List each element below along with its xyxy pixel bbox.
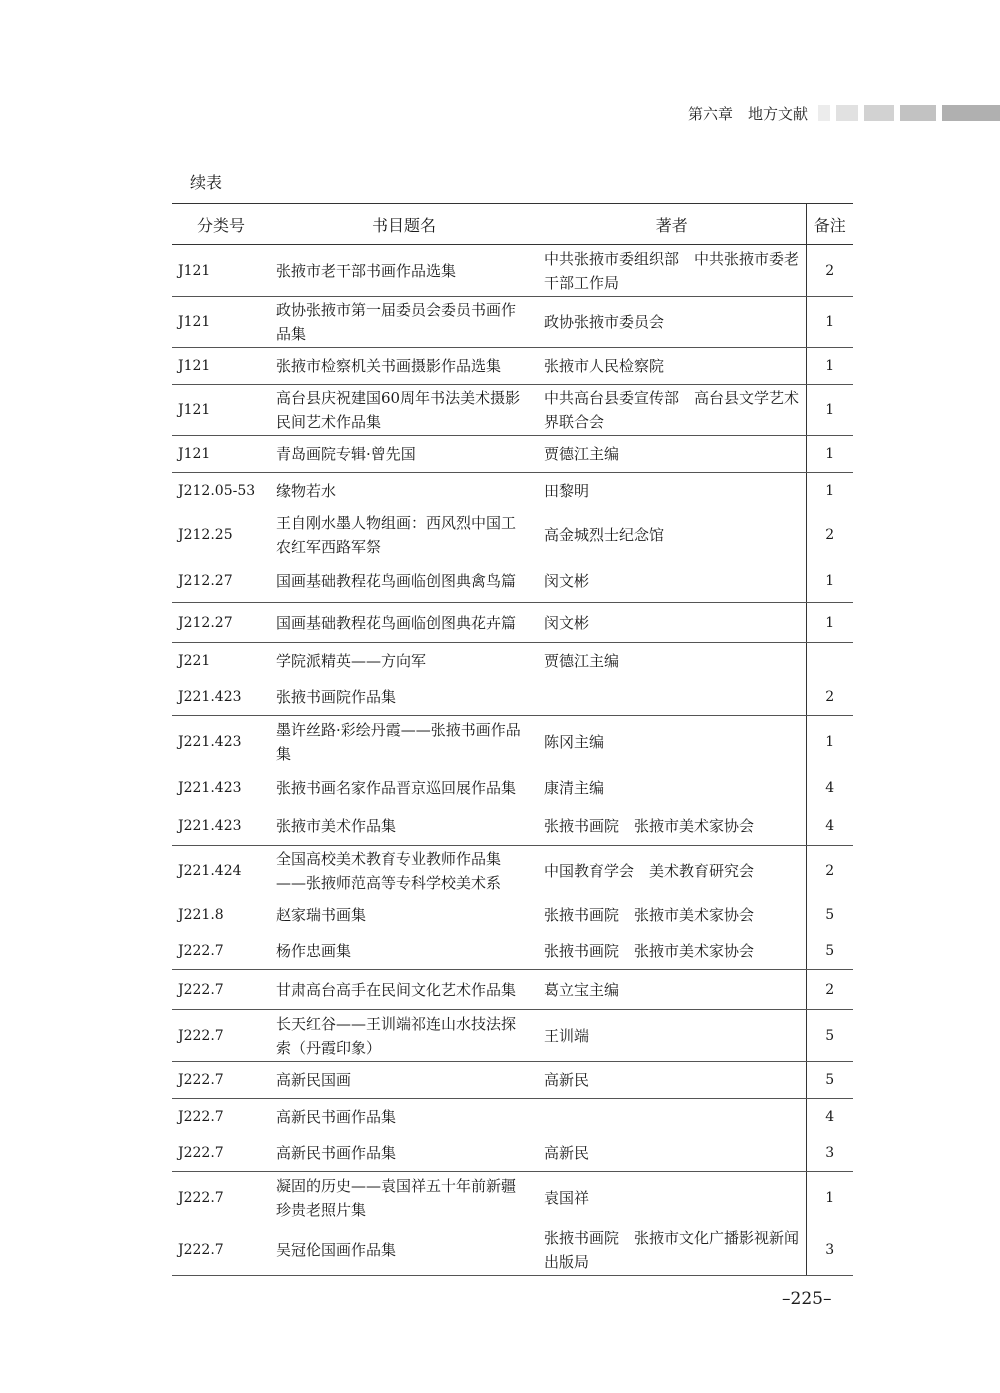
- cell-author: [538, 1099, 806, 1135]
- cell-classification: J222.7: [178, 1190, 224, 1207]
- header-decor-bar: [836, 105, 858, 121]
- cell-note: 5: [806, 1062, 853, 1099]
- table-row: [172, 716, 853, 768]
- table-row: [172, 348, 853, 385]
- table-row: [172, 808, 853, 846]
- cell-classification: J121: [172, 436, 270, 473]
- cell-author: 袁国祥: [544, 1189, 590, 1208]
- cell-author: 闵文彬: [538, 603, 806, 643]
- cell-title: 政协张掖市第一届委员会委员书画作品集: [270, 297, 538, 348]
- cell-title: 学院派精英——方向军: [276, 652, 427, 671]
- cell-author: 高新民: [538, 1062, 806, 1099]
- table-row: [172, 897, 853, 933]
- cell-classification: J222.7: [172, 1135, 270, 1172]
- cell-classification: J121: [172, 385, 270, 436]
- cell-classification: J222.7: [172, 970, 270, 1010]
- column-header-note: 备注: [806, 204, 853, 245]
- cell-author: 葛立宝主编: [538, 970, 806, 1010]
- cell-author: 张掖书画院 张掖市文化广播影视新闻出版局: [538, 1225, 806, 1276]
- table-row: [172, 1099, 853, 1135]
- cell-author: 张掖书画院 张掖市美术家协会: [538, 933, 806, 970]
- cell-title: 高新民国画: [270, 1062, 538, 1099]
- cell-title: 缘物若水: [276, 482, 337, 501]
- cell-note: 5: [806, 1010, 853, 1062]
- cell-title: 杨作忠画集: [270, 933, 538, 970]
- running-header: [0, 101, 1000, 125]
- cell-note: 1: [806, 716, 853, 768]
- cell-classification: J222.7: [172, 1010, 270, 1062]
- cell-title: 吴冠伦国画作品集: [270, 1225, 538, 1276]
- table-header-row: [172, 204, 853, 245]
- cell-title: 张掖市老干部书画作品选集: [270, 245, 538, 297]
- cell-title: 长天红谷——王训端祁连山水技法探索（丹霞印象）: [270, 1010, 538, 1062]
- cell-classification: J121: [172, 348, 270, 385]
- cell-author: 中共高台县委宣传部 高台县文学艺术界联合会: [538, 385, 806, 436]
- table-row: [172, 297, 853, 348]
- continued-label: 续表: [190, 173, 223, 192]
- cell-title: 王自刚水墨人物组画：西风烈中国工农红军西路军祭: [276, 514, 517, 556]
- table-row: [172, 643, 853, 680]
- page-number: –225–: [782, 1289, 832, 1309]
- cell-author: 张掖书画院 张掖市美术家协会: [544, 905, 755, 924]
- cell-classification: J221.423: [172, 680, 270, 716]
- table-row: [172, 933, 853, 970]
- cell-author: 高金城烈士纪念馆: [544, 526, 665, 544]
- table-row: [172, 680, 853, 716]
- cell-note: 1: [806, 436, 853, 473]
- cell-author: 高新民: [538, 1135, 806, 1172]
- cell-note: 1: [806, 385, 853, 436]
- header-decor-bar: [900, 105, 936, 121]
- table-row: [172, 1135, 853, 1172]
- table-row: [172, 385, 853, 436]
- cell-classification: J121: [172, 245, 270, 297]
- cell-note: 1: [806, 1172, 853, 1225]
- cell-note: 1: [806, 348, 853, 385]
- cell-classification: J221.423: [178, 779, 242, 796]
- table-row: [172, 970, 853, 1010]
- cell-classification: J222.7: [172, 1062, 270, 1099]
- header-decor-bar: [818, 105, 830, 121]
- cell-note: 2: [806, 245, 853, 297]
- cell-note: 1: [806, 603, 853, 643]
- cell-title: 全国高校美术教育专业教师作品集——张掖师范高等专科学校美术系: [276, 850, 502, 893]
- cell-classification: J221.8: [178, 906, 224, 923]
- cell-author: 王训端: [538, 1010, 806, 1062]
- table-row: [172, 768, 853, 808]
- cell-note: 3: [806, 1135, 853, 1172]
- column-header-title: 书目题名: [270, 204, 538, 245]
- cell-note: 5: [806, 933, 853, 970]
- cell-note: 4: [806, 1099, 853, 1135]
- cell-author: 闵文彬: [538, 561, 806, 603]
- cell-classification: J222.7: [178, 1108, 224, 1125]
- cell-note: 2: [806, 970, 853, 1010]
- cell-title: 张掖书画名家作品晋京巡回展作品集: [276, 778, 517, 797]
- cell-note: 2: [806, 510, 853, 561]
- cell-title: 青岛画院专辑·曾先国: [270, 436, 538, 473]
- table-row: [172, 1225, 853, 1276]
- cell-note: 1: [806, 473, 853, 510]
- cell-title: 甘肃高台高手在民间文化艺术作品集: [270, 970, 538, 1010]
- cell-note: 1: [806, 561, 853, 603]
- header-decor-bar: [864, 105, 894, 121]
- cell-title: 高新民书画作品集: [276, 1107, 397, 1126]
- cell-title: 高台县庆祝建国60周年书法美术摄影民间艺术作品集: [270, 385, 538, 436]
- table-row: [172, 473, 853, 510]
- cell-classification: J221.423: [172, 808, 270, 846]
- cell-classification: J212.05-53: [178, 483, 256, 500]
- cell-note: 3: [806, 1225, 853, 1276]
- cell-classification: J221.423: [178, 733, 242, 750]
- cell-classification: J212.27: [172, 561, 270, 603]
- header-decor-bar: [942, 105, 1000, 121]
- table-row: [172, 510, 853, 561]
- column-header-classification: 分类号: [172, 204, 270, 245]
- cell-note: [806, 643, 853, 680]
- chapter-title: 第六章 地方文献: [688, 105, 809, 123]
- cell-classification: J212.27: [172, 603, 270, 643]
- table-row: [172, 1062, 853, 1099]
- cell-author: 陈冈主编: [544, 732, 605, 751]
- table-row: [172, 846, 853, 897]
- cell-author: 康清主编: [544, 778, 605, 797]
- cell-classification: J221: [178, 653, 211, 670]
- cell-classification: J121: [172, 297, 270, 348]
- catalog-table: [172, 203, 853, 1276]
- cell-title: 张掖市美术作品集: [270, 808, 538, 846]
- cell-classification: J221.424: [178, 863, 242, 880]
- cell-title: 赵家瑞书画集: [276, 905, 367, 924]
- cell-author: 政协张掖市委员会: [538, 297, 806, 348]
- table-row: [172, 561, 853, 603]
- cell-title: 国画基础教程花鸟画临创图典花卉篇: [270, 603, 538, 643]
- cell-note: 1: [806, 297, 853, 348]
- table-row: [172, 1172, 853, 1225]
- cell-note: 4: [806, 808, 853, 846]
- cell-author: 中共张掖市委组织部 中共张掖市委老干部工作局: [538, 245, 806, 297]
- cell-classification: J222.7: [172, 1225, 270, 1276]
- cell-title: 高新民书画作品集: [270, 1135, 538, 1172]
- cell-author: [538, 680, 806, 716]
- cell-classification: J212.25: [178, 527, 233, 543]
- cell-note: 2: [806, 680, 853, 716]
- cell-title: 张掖市检察机关书画摄影作品选集: [270, 348, 538, 385]
- cell-author: 张掖书画院 张掖市美术家协会: [538, 808, 806, 846]
- cell-note: 2: [806, 846, 853, 897]
- cell-note: 5: [806, 897, 853, 933]
- cell-author: 贾德江主编: [544, 652, 620, 671]
- column-header-author: 著者: [538, 204, 806, 245]
- cell-note: 4: [806, 768, 853, 808]
- table-row: [172, 436, 853, 473]
- cell-author: 贾德江主编: [538, 436, 806, 473]
- table-row: [172, 1010, 853, 1062]
- cell-title: 张掖书画院作品集: [270, 680, 538, 716]
- cell-title: 墨许丝路·彩绘丹霞——张掖书画作品集: [276, 720, 521, 763]
- cell-author: 田黎明: [544, 482, 590, 501]
- cell-author: 中国教育学会 美术教育研究会: [544, 862, 755, 881]
- cell-classification: J222.7: [172, 933, 270, 970]
- cell-author: 张掖市人民检察院: [538, 348, 806, 385]
- cell-title: 凝固的历史——袁国祥五十年前新疆珍贵老照片集: [276, 1177, 517, 1220]
- cell-title: 国画基础教程花鸟画临创图典禽鸟篇: [270, 561, 538, 603]
- table-row: [172, 245, 853, 297]
- table-row: [172, 603, 853, 643]
